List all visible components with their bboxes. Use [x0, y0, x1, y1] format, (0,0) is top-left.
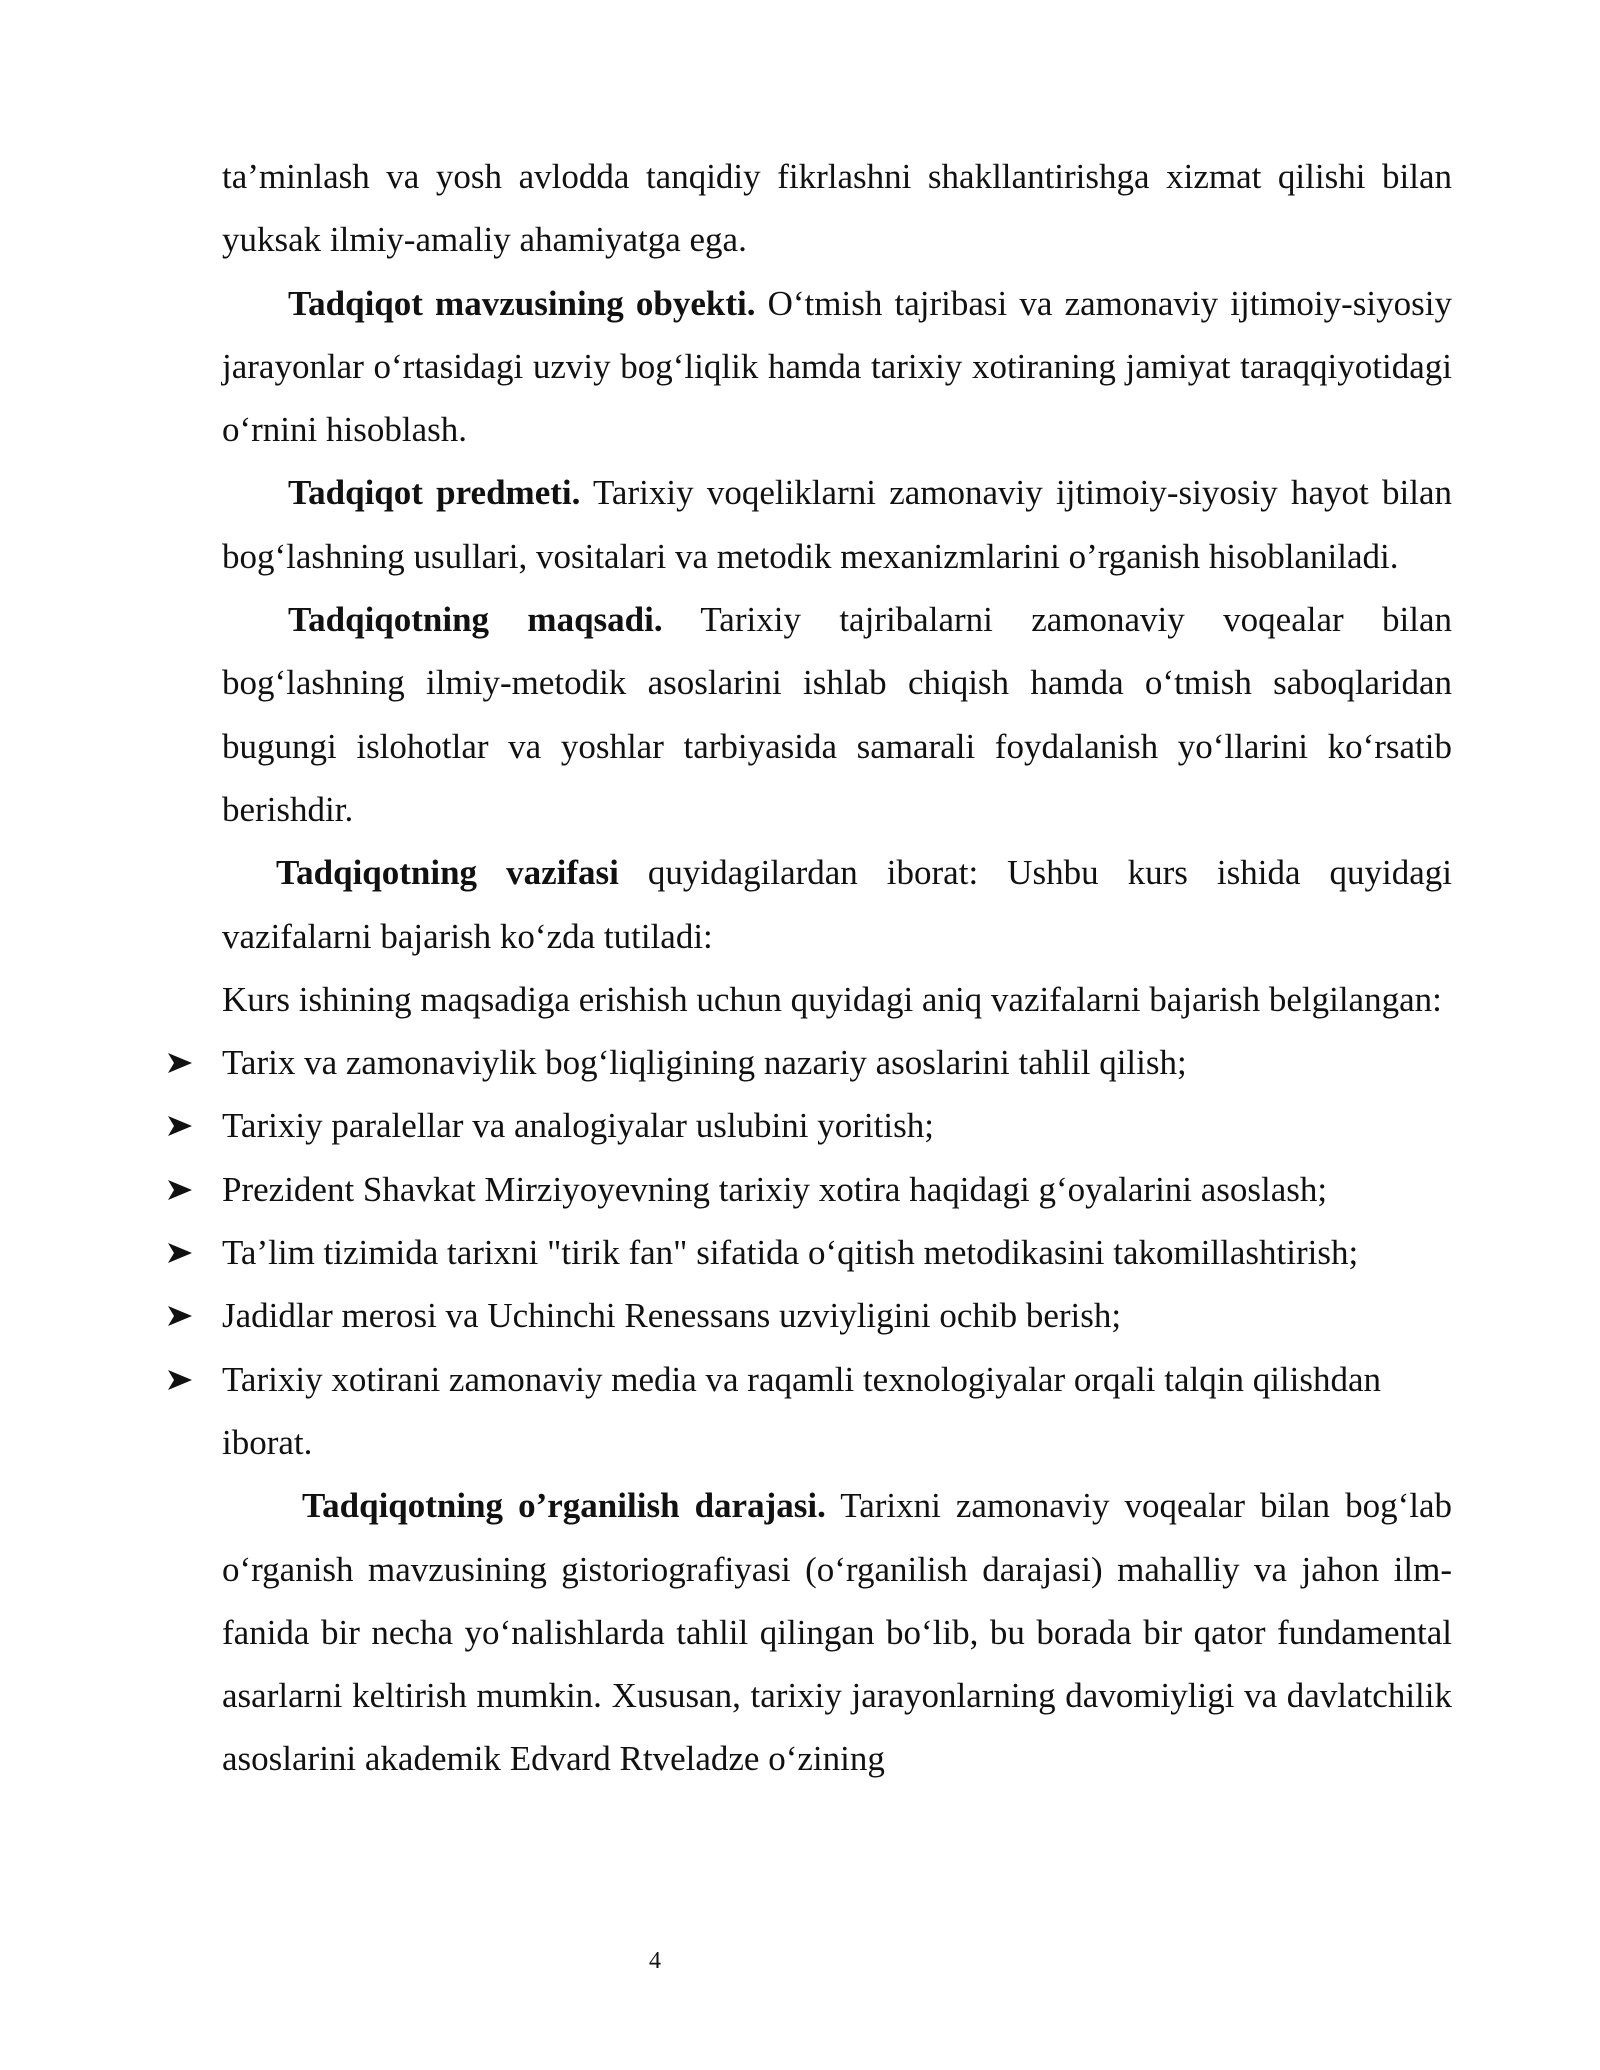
list-item — [222, 1031, 1452, 1094]
heading-research-tasks: Tadqiqotning vazifasi — [276, 853, 619, 893]
list-item-text: Jadidlar merosi va Uchinchi Renessans uzviyligini ochib berish; — [222, 1296, 1122, 1336]
heading-research-object: Tadqiqot mavzusining obyekti. — [288, 283, 756, 323]
arrow-bullet-icon — [166, 1114, 194, 1138]
list-item-text: Tarix va zamonaviylik bog‘liqligining nazariy asoslarini tahlil qilish; — [222, 1043, 1187, 1083]
page-content — [222, 145, 1452, 1791]
paragraph-study-level — [222, 1474, 1452, 1790]
paragraph-research-subject — [222, 461, 1452, 588]
heading-study-level: Tadqiqotning o’rganilish darajasi. — [302, 1486, 826, 1526]
arrow-bullet-icon — [166, 1241, 194, 1265]
paragraph-research-object — [222, 272, 1452, 462]
list-item-text: Ta’lim tizimida tarixni "tirik fan" sifatida o‘qitish metodikasini takomillashtirish; — [222, 1233, 1359, 1273]
arrow-bullet-icon — [166, 1304, 194, 1328]
list-item — [222, 1348, 1452, 1475]
task-list — [222, 1031, 1452, 1474]
heading-research-goal: Tadqiqotning maqsadi. — [288, 600, 663, 640]
list-item-text: Prezident Shavkat Mirziyoyevning tarixiy xotira haqidagi g‘oyalarini asoslash; — [222, 1169, 1328, 1209]
paragraph-intro-continuation: ta’minlash va yosh avlodda tanqidiy fikrlashni shakllantirishga xizmat qilishi bilan yuksak ilmiy-amaliy ahamiyatga ega. — [222, 157, 1452, 260]
arrow-bullet-icon — [166, 1368, 194, 1392]
list-item — [222, 1094, 1452, 1157]
list-item-text: Tarixiy paralellar va analogiyalar uslubini yoritish; — [222, 1106, 934, 1146]
paragraph-research-goal — [222, 588, 1452, 841]
text-research-subject: Tarixiy voqeliklarni zamonaviy ijtimoiy-siyosiy hayot bilan bog‘lashning usullari, vositalari va metodik mexanizmlarini o’rganish hisoblaniladi. — [222, 473, 1452, 576]
paragraph-research-tasks — [222, 841, 1452, 968]
list-item-text: Tarixiy xotirani zamonaviy media va raqamli texnologiyalar orqali talqin qilishdan iborat. — [222, 1359, 1382, 1462]
text-research-goal: Tarixiy tajribalarni zamonaviy voqealar bilan bog‘lashning ilmiy-metodik asoslarini ishlab chiqish hamda o‘tmish saboqlaridan bugungi islohotlar va yoshlar tarbiyasida samarali foydalanish yo‘llarini ko‘rsatib berishdir. — [222, 600, 1452, 829]
arrow-bullet-icon — [166, 1051, 194, 1075]
text-research-tasks: quyidagilardan iborat: Ushbu kurs ishida quyidagi vazifalarni bajarish ko‘zda tutiladi: — [222, 853, 1452, 956]
arrow-bullet-icon — [166, 1178, 194, 1202]
list-item — [222, 1221, 1452, 1284]
page-number: 4 — [649, 1948, 661, 1974]
paragraph-tasks-intro: Kurs ishining maqsadiga erishish uchun quyidagi aniq vazifalarni bajarish belgilangan: — [222, 979, 1442, 1019]
heading-research-subject: Tadqiqot predmeti. — [288, 473, 581, 513]
list-item — [222, 1158, 1452, 1221]
list-item — [222, 1284, 1452, 1347]
text-study-level: Tarixni zamonaviy voqealar bilan bog‘lab o‘rganish mavzusining gistoriografiyasi (o‘rganilish darajasi) mahalliy va jahon ilm-fanida bir necha yo‘nalishlarda tahlil qilingan bo‘lib, bu borada bir qator fundamental asarlarni keltirish mumkin. Xususan, tarixiy jarayonlarning davomiyligi va davlatchilik asoslarini akademik Edvard Rtveladze o‘zining — [222, 1486, 1452, 1779]
text-research-object: O‘tmish tajribasi va zamonaviy ijtimoiy-siyosiy jarayonlar o‘rtasidagi uzviy bog‘liqlik hamda tarixiy xotiraning jamiyat taraqqiyotidagi o‘rnini hisoblash. — [222, 283, 1452, 450]
